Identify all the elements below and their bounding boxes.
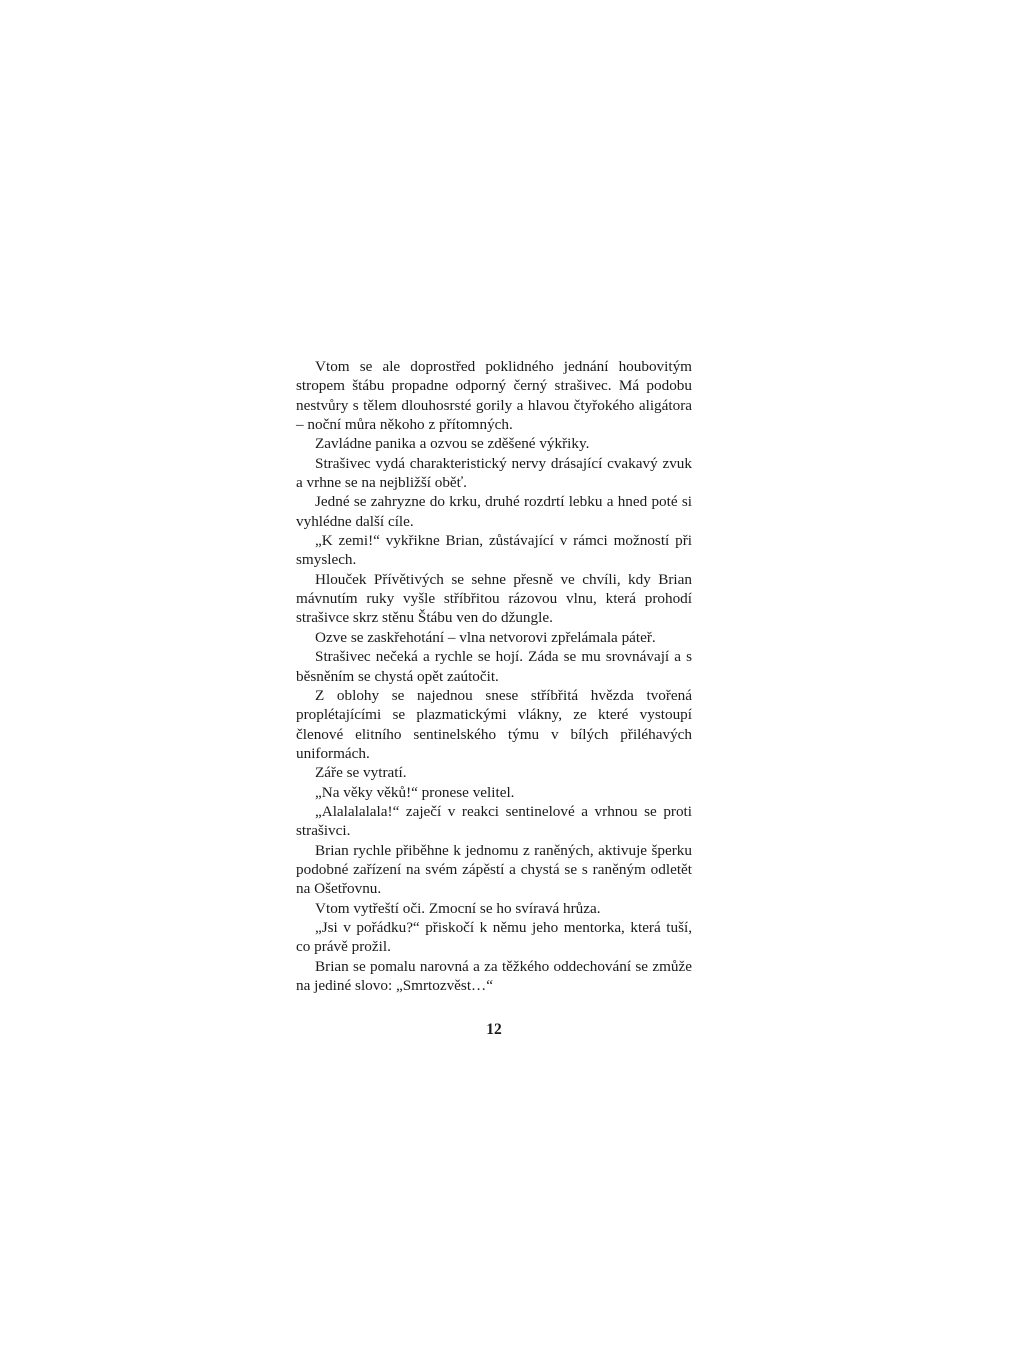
paragraph: Vtom vytřeští oči. Zmocní se ho svíravá hrůza. xyxy=(315,899,601,917)
body-text xyxy=(296,357,692,995)
paragraph: „Alalalalala!“ zaječí v reakci sentinelové a vrhnou se proti strašivci. xyxy=(296,802,692,840)
paragraph: Hlouček Přívětivých se sehne přesně ve chvíli, kdy Brian mávnutím ruky vyšle stříbřitou rázovou vlnu, která prohodí strašivce skrz stěnu Štábu ven do džungle. xyxy=(296,570,692,627)
paragraph: Strašivec nečeká a rychle se hojí. Záda se mu srovnávají a s běsněním se chystá opět zaútočit. xyxy=(296,648,692,685)
paragraph: „K zemi!“ vykřikne Brian, zůstávající v rámci možností při smyslech. xyxy=(296,532,692,569)
paragraph: Vtom se ale doprostřed poklidného jednání houbovitým stropem štábu propadne odporný černý strašivec. Má podobu nestvůry s tělem dlouhosrsté gorily a hlavou čtyřokého aligátora – noční můra někoho z přítomných. xyxy=(296,358,692,434)
paragraph: „Na věky věků!“ pronese velitel. xyxy=(315,783,515,801)
paragraph: Strašivec vydá charakteristický nervy drásající cvakavý zvuk a vrhne se na nejbližší oběť. xyxy=(296,454,692,492)
page-number-container xyxy=(0,1021,1024,1039)
paragraph: Brian rychle přiběhne k jednomu z raněných, aktivuje šperku podobné zařízení na svém zápěstí a chystá se s raněným odletět na Ošetřovnu. xyxy=(296,841,692,898)
paragraph: Jedné se zahryzne do krku, druhé rozdrtí lebku a hned poté si vyhlédne další cíle. xyxy=(296,493,692,530)
paragraph: Z oblohy se najednou snese stříbřitá hvězda tvořená proplétajícími se plazmatickými vlákny, ze které vystoupí členové elitního sentinelského týmu v bílých přiléhavých uniformách. xyxy=(296,686,692,762)
paragraph: Zavládne panika a ozvou se zděšené výkřiky. xyxy=(315,435,590,453)
page-number: 12 xyxy=(486,1021,502,1038)
paragraph: Brian se pomalu narovná a za těžkého oddechování se zmůže na jediné slovo: „Smrtozvěst…“ xyxy=(296,957,692,994)
paragraph: Záře se vytratí. xyxy=(315,764,407,782)
paragraph: Ozve se zaskřehotání – vlna netvorovi zpřelámala páteř. xyxy=(315,628,656,646)
paragraph: „Jsi v pořádku?“ přiskočí k němu jeho mentorka, která tuší, co právě prožil. xyxy=(296,918,692,956)
